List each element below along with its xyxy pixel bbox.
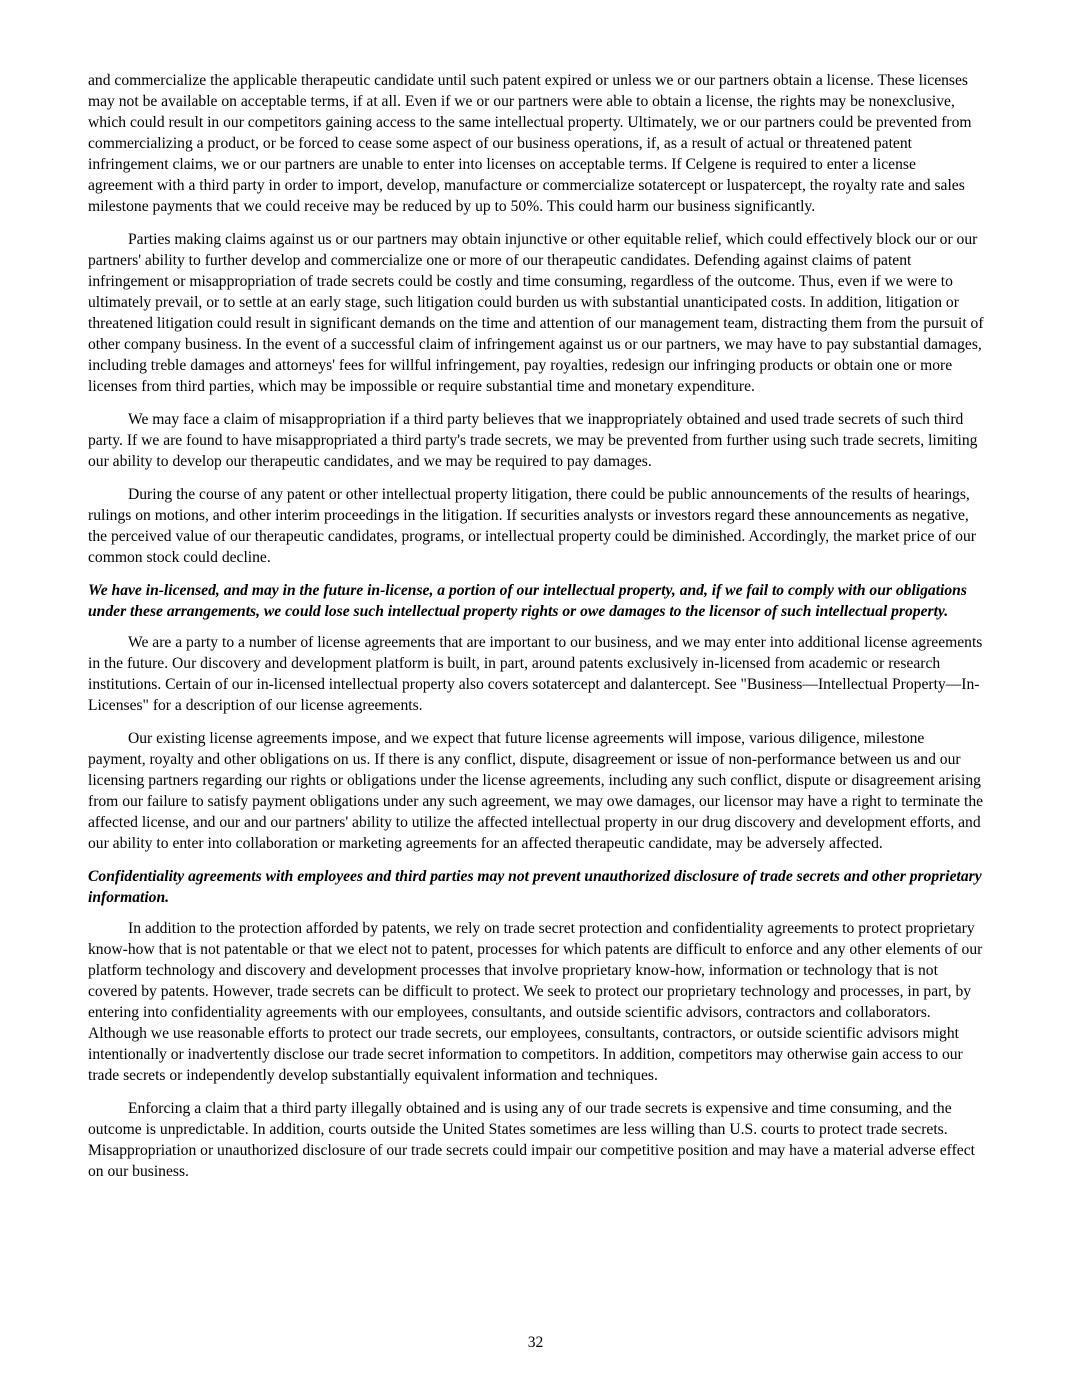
paragraph-misappropriation-claim: We may face a claim of misappropriation if a third party believes that we inappropriately obtained and used trade secrets of such third party. If we are found to have misappropriated a third party's trade secrets, we may be prevented from further using such trade secrets, limiting our ability to develop our therapeutic candidates, and we may be required to pay damages. (88, 411, 978, 470)
paragraph-enforcing-claims: Enforcing a claim that a third party illegally obtained and is using any of our trade secrets is expensive and time consuming, and the outcome is unpredictable. In addition, courts outside the United States sometimes are less willing than U.S. courts to protect trade secrets. Misappropriation or unauthorized disclosure of our trade secrets could impair our competitive position and may have a material adverse effect on our business. (88, 1100, 975, 1180)
document-page (88, 70, 984, 1194)
paragraph-license-obligations: Our existing license agreements impose, and we expect that future license agreements will impose, various diligence, milestone payment, royalty and other obligations on us. If there is any conflict, dispute, disagreement or issue of non-performance between us and our licensing partners regarding our rights or obligations under the license agreements, including any such conflict, dispute or disagreement arising from our failure to satisfy payment obligations under any such agreement, we may owe damages, our licensor may have a right to terminate the affected license, and our and our partners' ability to utilize the affected intellectual property in our drug discovery and development efforts, and our ability to enter into collaboration or marketing agreements for an affected therapeutic candidate, may be adversely affected. (88, 730, 984, 852)
page-number: 32 (527, 1334, 544, 1351)
paragraph-public-announcements: During the course of any patent or other intellectual property litigation, there could be public announcements of the results of hearings, rulings on motions, and other interim proceedings in the litigation. If securities analysts or investors regard these announcements as negative, the perceived value of our therapeutic candidates, programs, or intellectual property could be diminished. Accordingly, the market price of our common stock could decline. (88, 486, 976, 566)
paragraph-continuation: and commercialize the applicable therapeutic candidate until such patent expired or unless we or our partners obtain a license. These licenses may not be available on acceptable terms, if at all. Even if we or our partners were able to obtain a license, the rights may be nonexclusive, which could result in our competitors gaining access to the same intellectual property. Ultimately, we or our partners could be prevented from commercializing a product, or be forced to cease some aspect of our business operations, if, as a result of actual or threatened patent infringement claims, we or our partners are unable to enter into licenses on acceptable terms. If Celgene is required to enter a license agreement with a third party in order to import, develop, manufacture or commercialize sotatercept or luspatercept, the royalty rate and sales milestone payments that we could receive may be reduced by up to 50%. This could harm our business significantly. (88, 72, 972, 215)
paragraph-injunctive-relief: Parties making claims against us or our partners may obtain injunctive or other equitable relief, which could effectively block our or our partners' ability to further develop and commercialize one or more of our therapeutic candidates. Defending against claims of patent infringement or misappropriation of trade secrets could be costly and time consuming, regardless of the outcome. Thus, even if we were to ultimately prevail, or to settle at an early stage, such litigation could burden us with substantial unanticipated costs. In addition, litigation or threatened litigation could result in significant demands on the time and attention of our management team, distracting them from the pursuit of other company business. In the event of a successful claim of infringement against us or our partners, we may have to pay substantial damages, including treble damages and attorneys' fees for willful infringement, pay royalties, redesign our infringing products or obtain one or more licenses from third parties, which may be impossible or require substantial time and monetary expenditure. (88, 231, 984, 395)
paragraph-license-agreements: We are a party to a number of license agreements that are important to our business, and we may enter into additional license agreements in the future. Our discovery and development platform is built, in part, around patents exclusively in-licensed from academic or research institutions. Certain of our in-licensed intellectual property also covers sotatercept and dalantercept. See "Business—Intellectual Property—In-Licenses" for a description of our license agreements. (88, 634, 983, 714)
section-heading-in-licensed: We have in-licensed, and may in the future in-license, a portion of our intellectual property, and, if we fail to comply with our obligations under these arrangements, we could lose such intellectual property rights or owe damages to the licensor of such intellectual property. (88, 582, 967, 620)
section-heading-confidentiality: Confidentiality agreements with employees and third parties may not prevent unauthorized disclosure of trade secrets and other proprietary information. (88, 868, 982, 906)
paragraph-trade-secret-protection: In addition to the protection afforded by patents, we rely on trade secret protection and confidentiality agreements to protect proprietary know-how that is not patentable or that we elect not to patent, processes for which patents are difficult to enforce and any other elements of our platform technology and discovery and development processes that involve proprietary know-how, information or technology that is not covered by patents. However, trade secrets can be difficult to protect. We seek to protect our proprietary technology and processes, in part, by entering into confidentiality agreements with our employees, consultants, and outside scientific advisors, contractors and collaborators. Although we use reasonable efforts to protect our trade secrets, our employees, consultants, contractors, or outside scientific advisors might intentionally or inadvertently disclose our trade secret information to competitors. In addition, competitors may otherwise gain access to our trade secrets or independently develop substantially equivalent information and techniques. (88, 920, 983, 1084)
